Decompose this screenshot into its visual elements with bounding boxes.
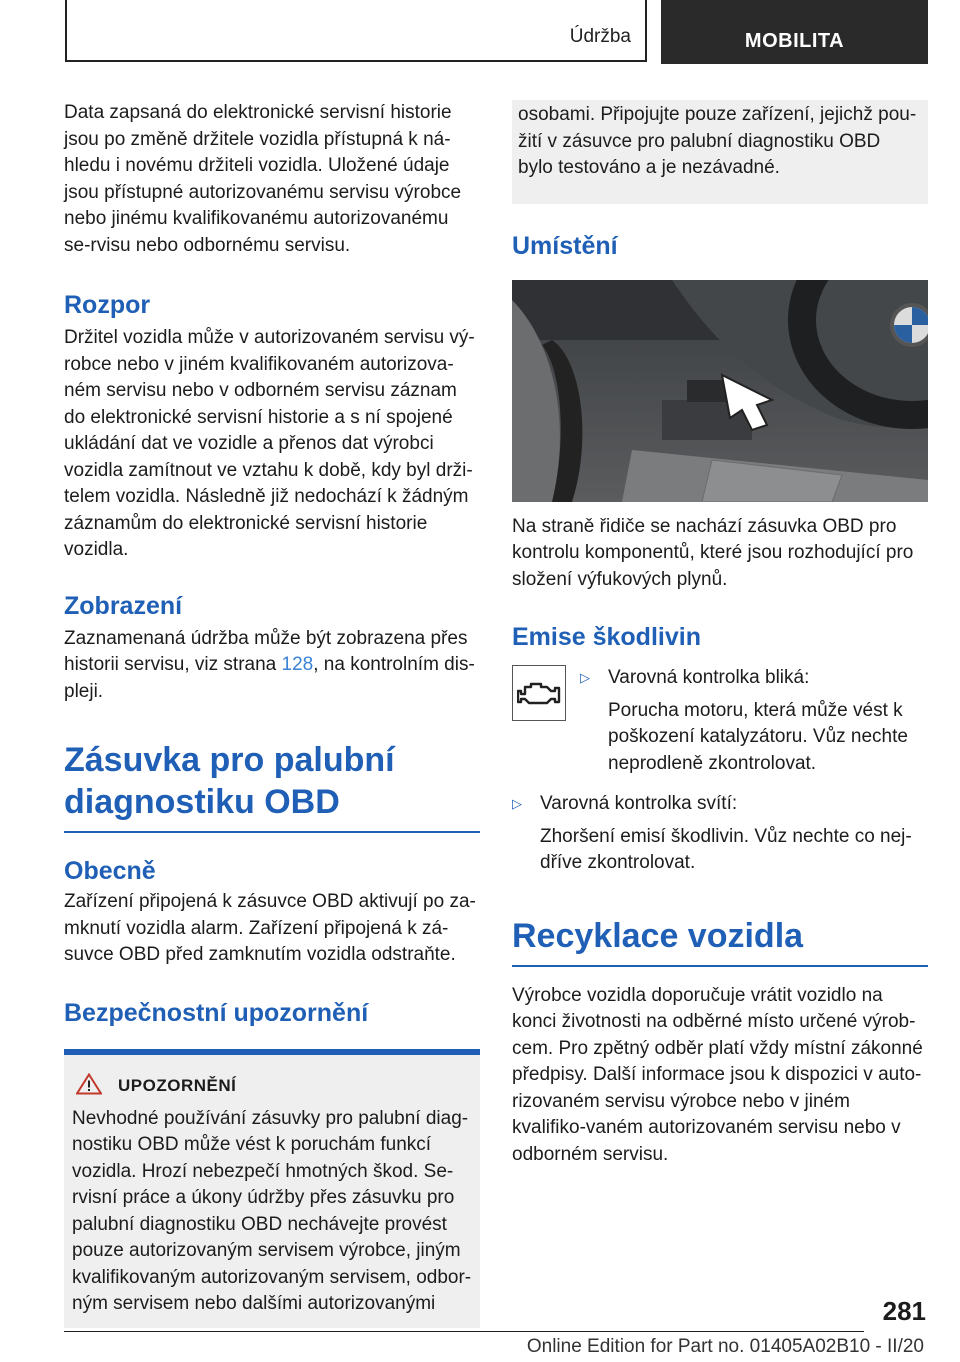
bullet2-text: Zhoršení emisí škodlivin. Vůz nechte co nej-dříve zkontrolovat. (540, 825, 912, 873)
zobrazeni-text: Zaznamenaná údržba může být zobrazena přes historii servisu, viz strana (64, 627, 468, 675)
warning-triangle-icon (76, 1073, 102, 1100)
heading-emise: Emise škodlivin (512, 623, 701, 651)
zobrazeni-paragraph (64, 626, 480, 706)
emission-bullet-2 (512, 791, 928, 877)
triangle-bullet-icon: ▷ (512, 796, 522, 811)
page-link-128[interactable]: 128 (281, 654, 314, 675)
recyklace-paragraph: Výrobce vozidla doporučuje vrátit vozidlo na konci životnosti na odběrné místo určené výrob-cem. Pro zpětný odběr platí vždy místní zákonné předpisy. Další informace jsou k dispozici v auto-rizovaném servisu výrobce nebo v jiném kvalifiko-vaném autorizovaném servisu nebo v odborném servisu. (512, 984, 923, 1165)
left-column (64, 100, 480, 1328)
obd-location-photo (512, 280, 928, 502)
footer-edition: Online Edition for Part no. 01405A02B10 - II/20 (526, 1336, 924, 1357)
emission-bullet-1 (580, 665, 928, 777)
check-engine-icon (512, 665, 566, 721)
right-column (512, 100, 928, 1168)
heading-obd-socket: Zásuvka pro palubní diagnostiku OBD (64, 739, 480, 833)
rozpor-paragraph: Držitel vozidla může v autorizovaném servisu vý-robce nebo v jiném kvalifikovaném autorizova-ném servisu nebo v odborném servisu záznam do elektronické servisní historie a s ní spojené ukládání dat ve vozidle a přenos dat výrobci vozidla zamítnout ve vztahu k době, kdy byl drži-telem vozidla. Následně již nedochází k žádným záznamům do elektronické servisní historie vozidla. (64, 327, 475, 560)
umisteni-paragraph: Na straně řidiče se nachází zásuvka OBD pro kontrolu komponentů, které jsou rozhodující pro složení výfukových plynů. (512, 515, 914, 590)
warning-box-continued (512, 100, 928, 204)
triangle-bullet-icon: ▷ (580, 670, 590, 685)
heading-obecne: Obecně (64, 857, 156, 885)
section-tab: Údržba (65, 0, 647, 62)
bullet1-text: Porucha motoru, která může vést k poškození katalyzátoru. Vůz nechte neprodleně zkontrolovat. (608, 699, 908, 774)
bullet1-title: Varovná kontrolka bliká: (608, 667, 810, 688)
page-number: 281 (882, 1296, 926, 1326)
header-tabs (65, 0, 928, 64)
heading-rozpor: Rozpor (64, 291, 151, 319)
zobrazeni-text-end: , na kontrolním dis-pleji. (64, 654, 475, 702)
emission-section (512, 665, 928, 777)
heading-bezpecnost: Bezpečnostní upozornění (64, 998, 369, 1027)
chapter-tab: MOBILITA (661, 0, 928, 64)
bullet2-title: Varovná kontrolka svítí: (540, 793, 738, 814)
heading-recyklace: Recyklace vozidla (512, 915, 928, 967)
warning-title: UPOZORNĚNÍ (118, 1076, 237, 1095)
obecne-paragraph: Zařízení připojená k zásuvce OBD aktivují po za-mknutí vozidla alarm. Zařízení připojená k zá-suvce OBD před zamknutím vozidla odstraňte. (64, 891, 476, 965)
heading-zobrazeni: Zobrazení (64, 591, 183, 620)
warning-text: Nevhodné používání zásuvky pro palubní diag-nostiku OBD může vést k poruchám funkcí vozidla. Hrozí nebezpečí hmotných škod. Se-rvisní práce a úkony údržby přes zásuvku pro palubní diagnostiku OBD nechávejte provést pouze autorizovaným servisem výrobce, jiným kvalifikovaným autorizovaným servisem, odbor-ným servisem nebo dalšími autorizovanými (72, 1107, 472, 1314)
warning-continued-text: osobami. Připojujte pouze zařízení, jejichž pou-žití v zásuvce pro palubní diagnostiku OBD bylo testováno a je nezávadné. (518, 104, 917, 178)
footer-rule (64, 1331, 864, 1332)
heading-umisteni: Umístění (512, 231, 618, 260)
warning-box (64, 1055, 480, 1328)
intro-paragraph: Data zapsaná do elektronické servisní historie jsou po změně držitele vozidla přístupná k ná-hledu i novému držiteli vozidla. Uložené údaje jsou přístupné autorizovanému servisu výrobce nebo jinému kvalifikovanému autorizovanému se-rvisu nebo odbornému servisu. (64, 102, 462, 256)
warning-header (76, 1073, 472, 1100)
